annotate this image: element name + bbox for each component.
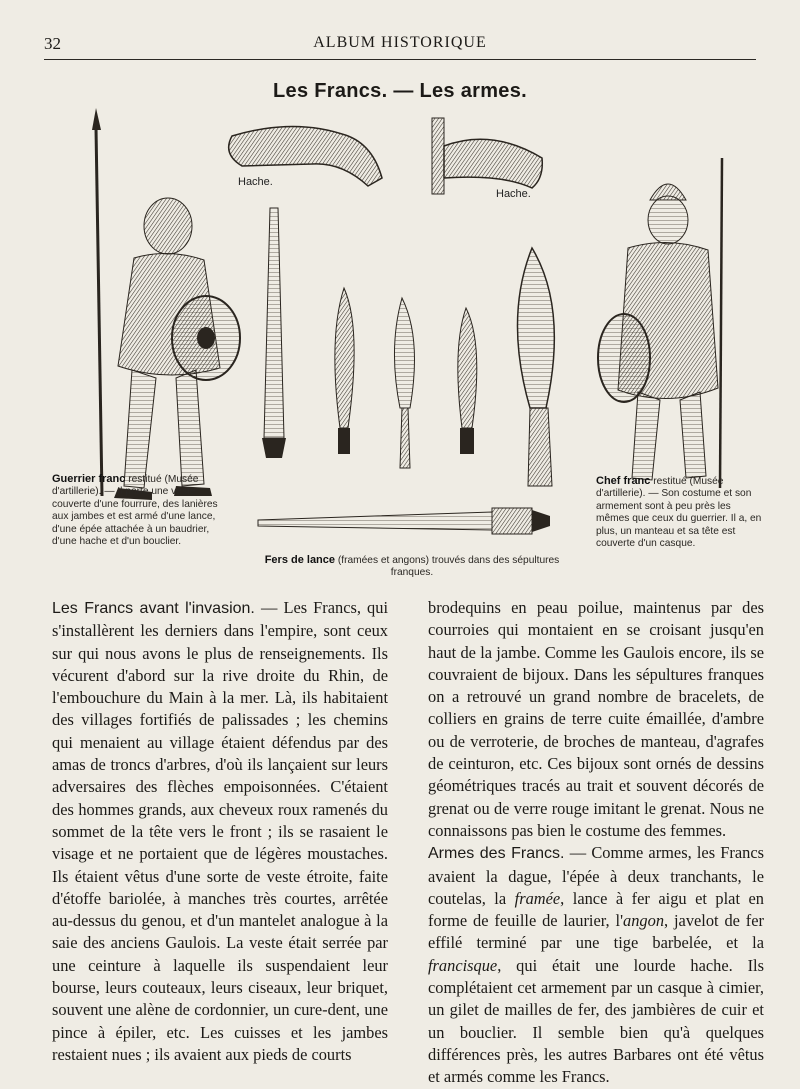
spearhead-4	[458, 308, 477, 454]
caption-spearheads-title: Fers de lance	[264, 554, 336, 566]
caption-warrior-text: restitué (Musée d'artillerie). — Il porte une veste couverte d'une fourrure, des lanières aux jambes et est armé d'une lance, d'une épée attachée à un baudrier, d'une hache et d'un bouclier.	[52, 474, 218, 548]
runin-heading-armes: Armes des Francs.	[428, 845, 565, 863]
angon-horizontal	[258, 508, 550, 534]
spearhead-3	[394, 298, 414, 468]
caption-chief-title: Chef franc	[596, 475, 651, 487]
paragraph-francs-invasion	[52, 597, 388, 1066]
term-framee: framée	[514, 888, 561, 908]
header-rule	[44, 59, 756, 60]
paragraph-text: — Comme armes, les Francs avaient la dague, l'épée à deux tranchants, le coutelas, la	[428, 843, 764, 908]
page-number: 32	[44, 34, 61, 53]
paragraph-text: — Les Francs, qui s'installèrent les derniers dans l'empire, sont ceux sur qui nous avons le plus de renseignements. Ils vécurent d'abord sur la rive droite du Rhin, de l'embouchure du Main à la mer. Là, ils habitaient des villages fortifiés de palissades ; les chemins qui menaient au village étaient défendus par des amas de troncs d'arbres, d'où ils lançaient sur leurs adversaires des flèches empoisonnées. C'étaient des hommes grands, aux cheveux roux ramenés du sommet de la tête vers le front ; ils se rasaient le visage et ne portaient que de légères moustaches. Ils étaient vêtus d'une sorte de veste étroite, faite d'étoffe bariolée, à manches très courtes, arrêtée au-dessus du genou, et d'un mantelet analogue à la saie des anciens Gaulois. La veste était serrée par une ceinture à laquelle ils suspendaient leur bourse, leurs couteaux, leurs ciseaux, leur briquet, souvent une alène de cordonnier, un cure-dent, une pince à épiler, etc. Les cuisses et les jambes restaient nues ; ils avaient aux pieds de courts	[52, 598, 389, 1064]
spearhead-1	[262, 208, 286, 458]
axe-label-1: Hache.	[238, 176, 273, 188]
text-column-right	[428, 597, 764, 1089]
running-title: ALBUM HISTORIQUE	[313, 34, 487, 51]
paragraph-text: , qui était une lourde hache. Ils complétaient cet armement par un casque à cimier, un gilet de mailles de fer, des jambières de cuir et un bouclier. Il semble bien qu'à quelques différences près, les autres Barbares ont été vêtus et armés comme les Francs.	[428, 955, 764, 1087]
term-angon: angon	[623, 911, 665, 931]
paragraph-text: , lance à fer aigu et plat en forme de feuille de laurier, l'	[428, 888, 764, 931]
spearhead-5	[517, 248, 554, 486]
paragraph-text: brodequins en peau poilue, maintenus par des courroies qui montaient en se croisant jusqu'en haut de la jambe. Comme les Gaulois encore, ils se couvraient de bijoux. Dans les sépultures franques on a retrouvé un grand nombre de bracelets, de colliers en grains de terre cuite émaillée, d'ambre ou de verroterie, de broches de manteau, d'agrafes de ceinturon, etc. Ces bijoux sont ornés de dessins géométriques tracés au trait et souvent décorés de grenat ou de verre rouge imitant le grenat. Nous ne connaissons pas bien le costume des femmes.	[428, 598, 764, 840]
term-francisque: francisque	[428, 955, 498, 975]
paragraph-text: , javelot de fer effilé terminé par une tige barbelée, et la	[428, 911, 764, 953]
runin-heading-invasion: Les Francs avant l'invasion.	[52, 600, 255, 617]
caption-warrior-title: Guerrier franc	[52, 473, 126, 485]
axe-label-2: Hache.	[496, 188, 531, 200]
axe-head-2	[432, 118, 542, 194]
plate-title: Les Francs. — Les armes.	[273, 80, 527, 102]
frankish-chief-figure	[598, 158, 722, 488]
caption-spearheads	[245, 554, 579, 580]
caption-chief	[596, 475, 764, 550]
text-column-left	[52, 597, 388, 1066]
frankish-warrior-figure	[92, 108, 240, 500]
caption-chief-text: restitué (Musée d'artillerie). — Son costume et son armement sont à peu près les mêmes que ceux du guerrier. Il a, en plus, un manteau et sa tête est couverte d'un casque.	[596, 476, 762, 550]
paragraph-costume-continued	[428, 597, 764, 842]
caption-warrior	[52, 473, 228, 548]
caption-spearheads-text: (framées et angons) trouvés dans des sépultures franques.	[335, 555, 560, 579]
paragraph-armes	[428, 842, 764, 1088]
running-header	[44, 34, 756, 54]
spearhead-2	[335, 288, 354, 454]
